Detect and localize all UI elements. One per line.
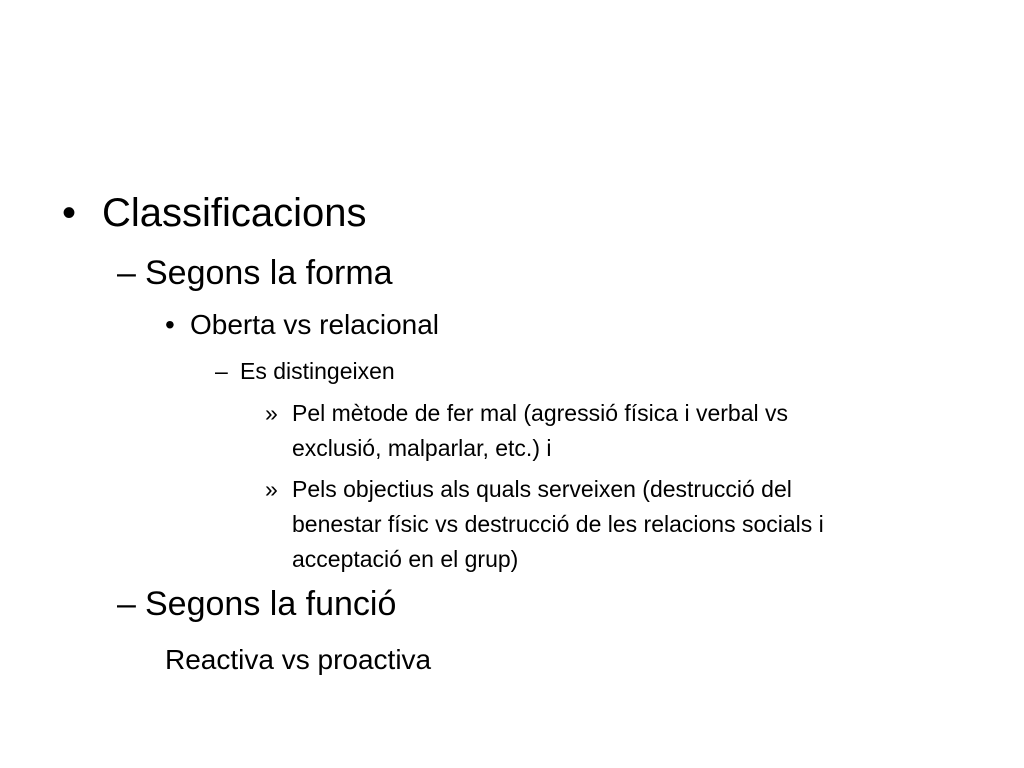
dash-marker: – bbox=[117, 254, 136, 292]
heading-classificacions: Classificacions bbox=[102, 191, 367, 235]
item-objectius-line: Pels objectius als quals serveixen (destrucció del bbox=[292, 476, 792, 502]
item-segons-forma: Segons la forma bbox=[145, 254, 393, 292]
chevron-marker: » bbox=[265, 476, 278, 502]
dash-marker: – bbox=[215, 358, 228, 384]
item-metode-line: Pel mètode de fer mal (agressió física i verbal vs bbox=[292, 400, 788, 426]
item-distingeixen: Es distingeixen bbox=[240, 358, 395, 384]
dash-marker: – bbox=[117, 585, 136, 623]
chevron-marker: » bbox=[265, 400, 278, 426]
item-segons-funcio: Segons la funció bbox=[145, 585, 397, 623]
bullet-marker: • bbox=[62, 191, 77, 235]
item-objectius bbox=[292, 472, 972, 577]
item-metode bbox=[292, 396, 972, 466]
item-objectius-line: benestar físic vs destrucció de les relacions socials i bbox=[292, 511, 824, 537]
bullet-marker: • bbox=[165, 309, 175, 340]
item-reactiva-proactiva: Reactiva vs proactiva bbox=[165, 644, 432, 675]
item-oberta-relacional: Oberta vs relacional bbox=[190, 309, 440, 340]
item-metode-line: exclusió, malparlar, etc.) i bbox=[292, 435, 552, 461]
item-objectius-line: acceptació en el grup) bbox=[292, 546, 519, 572]
